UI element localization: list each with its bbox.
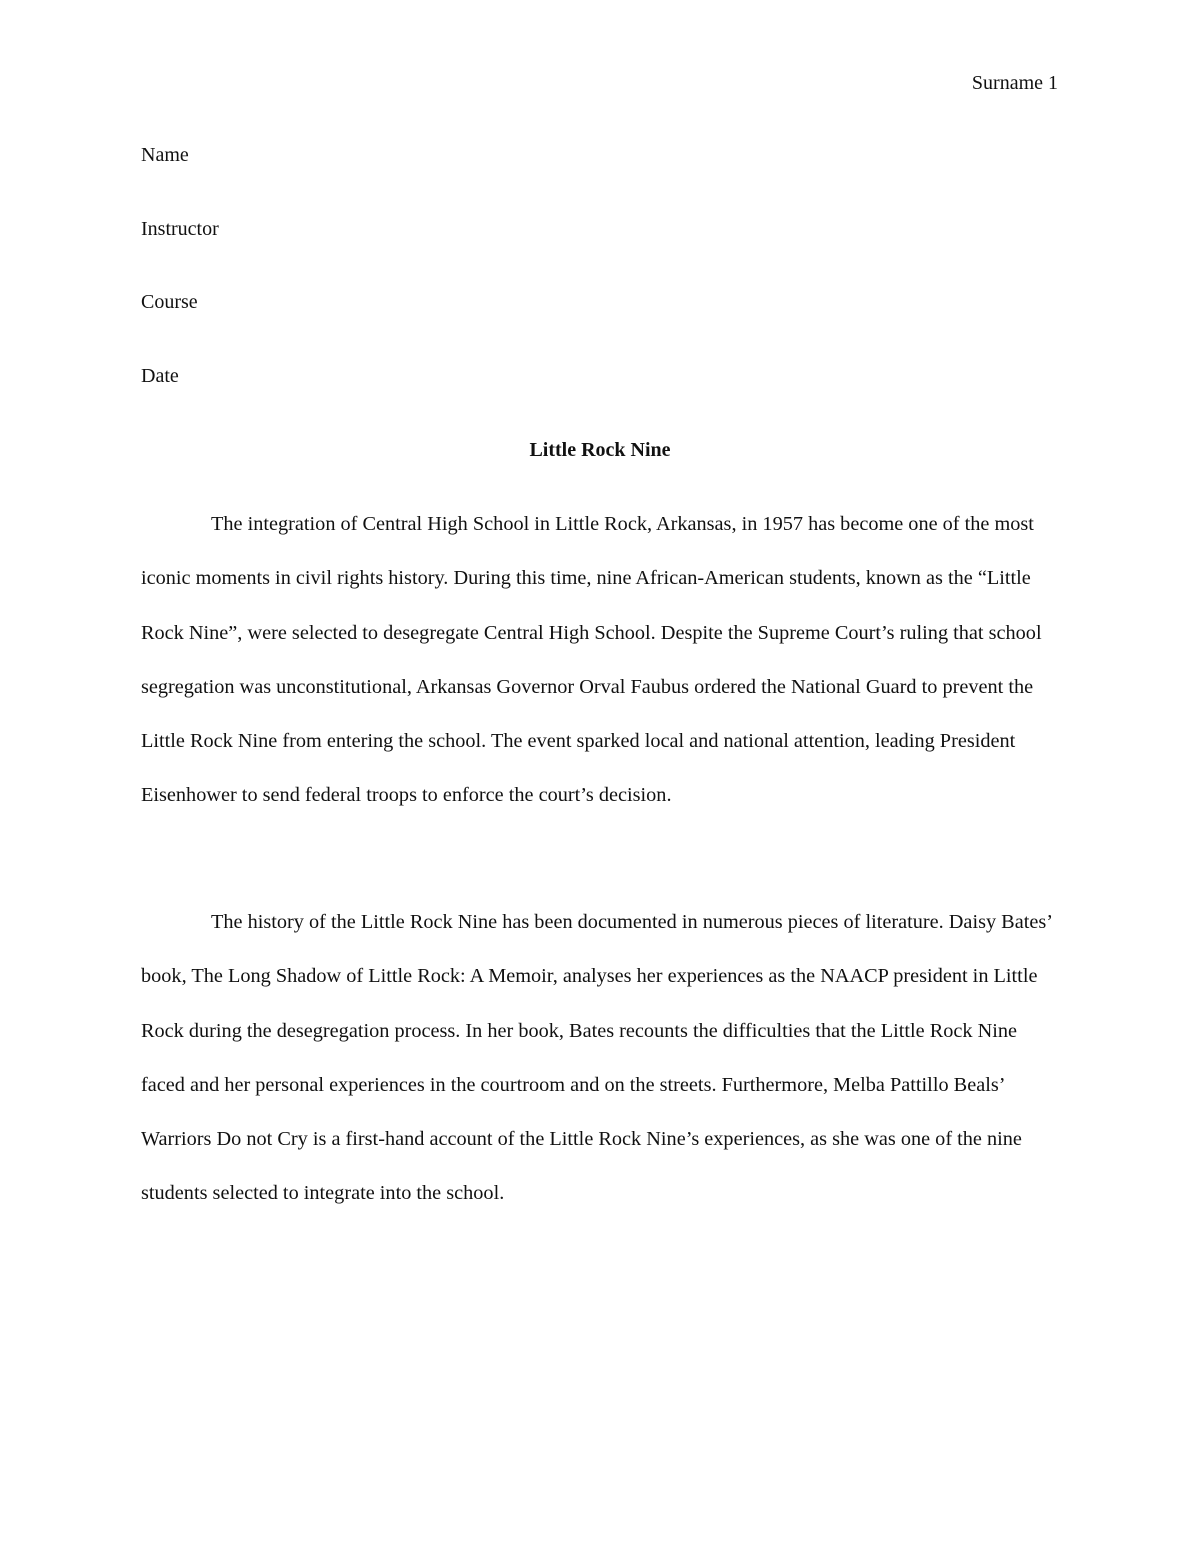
heading-block — [141, 142, 219, 436]
student-name: Name — [141, 144, 189, 166]
running-head: Surname 1 — [971, 72, 1058, 94]
body-paragraph-2: The history of the Little Rock Nine has been documented in numerous pieces of literature. Daisy Bates’ book, The Long Shadow of Little Rock: A Memoir, analyses her experiences as the NAACP president in Little Rock during the desegregation process. In her book, Bates recounts the difficulties that the Little Rock Nine faced and her personal experiences in the courtroom and on the streets. Furthermore, Melba Pattillo Beals’ Warriors Do not Cry is a first-hand account of the Little Rock Nine’s experiences, as she was one of the nine students selected to integrate into the school. — [141, 911, 1052, 1205]
instructor-name: Instructor — [141, 217, 219, 240]
document-title: Little Rock Nine — [529, 439, 671, 461]
date: Date — [141, 364, 179, 387]
course-name: Course — [141, 291, 198, 313]
body-paragraph-1-block — [141, 497, 1059, 823]
body-paragraph-2-block — [141, 895, 1059, 1221]
body-paragraph-1: The integration of Central High School in Little Rock, Arkansas, in 1957 has become one of the most iconic moments in civil rights history. During this time, nine African-American students, known as the “Little Rock Nine”, were selected to desegregate Central High School. Despite the Supreme Court’s ruling that school segregation was unconstitutional, Arkansas Governor Orval Faubus ordered the National Guard to prevent the Little Rock Nine from entering the school. The event sparked local and national attention, leading President Eisenhower to send federal troops to enforce the court’s decision. — [141, 513, 1042, 807]
